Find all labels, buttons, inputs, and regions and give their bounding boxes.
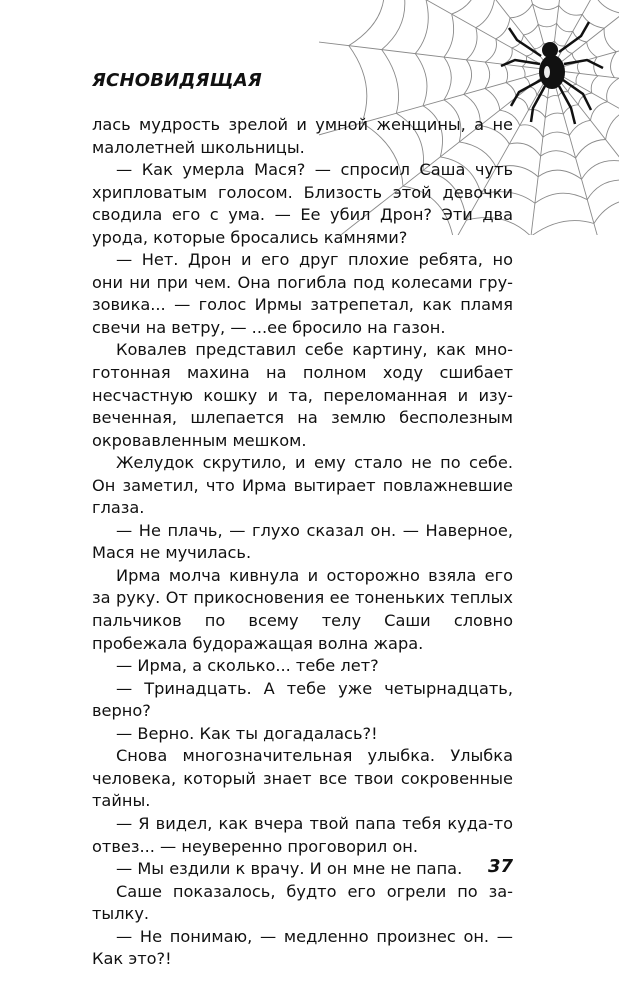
paragraph: — Нет. Дрон и его друг плохие ребята, но они ни при чем. Она погибла под колесами грузовика... — голос Ирмы затрепетал, как пламя свечи на ветру, — ...ее бросило на газон. [92,250,513,337]
page-number: 37 [488,856,514,877]
paragraph: — Ирма, а сколько... тебе лет? [116,656,379,676]
paragraph: Ковалев представил себе картину, как многотонная махина на полном ходу сшибает несчастную кошку и та, переломанная и изувеченная, шлепается на землю бесполезным окровавленным мешком. [92,340,513,450]
paragraph: Ирма молча кивнула и осторожно взяла его за руку. От прикосновения ее тоненьких теплых пальчиков по всему телу Саши словно пробежала будоражащая волна жара. [92,565,513,653]
paragraph: Саше показалось, будто его огрели по затылку. [92,881,513,924]
paragraph: Снова многозначительная улыбка. Улыбка человека, который знает все твои сокровенные тайны. [92,746,513,811]
paragraph: — Мы ездили к врачу. И он мне не папа. [116,859,463,879]
paragraph: Желудок скрутило, и ему стало не по себе. Он заметил, что Ирма вытирает повлажневшие глаза. [92,453,513,518]
spider-icon [501,22,603,124]
paragraph: — Я видел, как вчера твой папа тебя куда-то отвез... — неуверенно проговорил он. [92,813,513,856]
paragraph: — Как умерла Мася? — спросил Саша чуть хрипловатым голосом. Близость этой девочки сводила его с ума. — Ее убил Дрон? Эти два урода, которые бросались камнями? [92,160,513,247]
paragraph: — Тринадцать. А тебе уже четырнадцать, верно? [92,678,513,721]
running-title: ЯСНОВИДЯЩАЯ [92,70,262,91]
paragraph: — Не плачь, — глухо сказал он. — Наверное, Мася не мучилась. [92,520,513,563]
paragraph: лась мудрость зрелой и умной женщины, а не малолетней школьницы. [92,115,513,157]
body-text [92,114,513,971]
paragraph: — Верно. Как ты догадалась?! [116,723,378,743]
paragraph: — Не понимаю, — медленно произнес он. — Как это?! [92,926,513,969]
